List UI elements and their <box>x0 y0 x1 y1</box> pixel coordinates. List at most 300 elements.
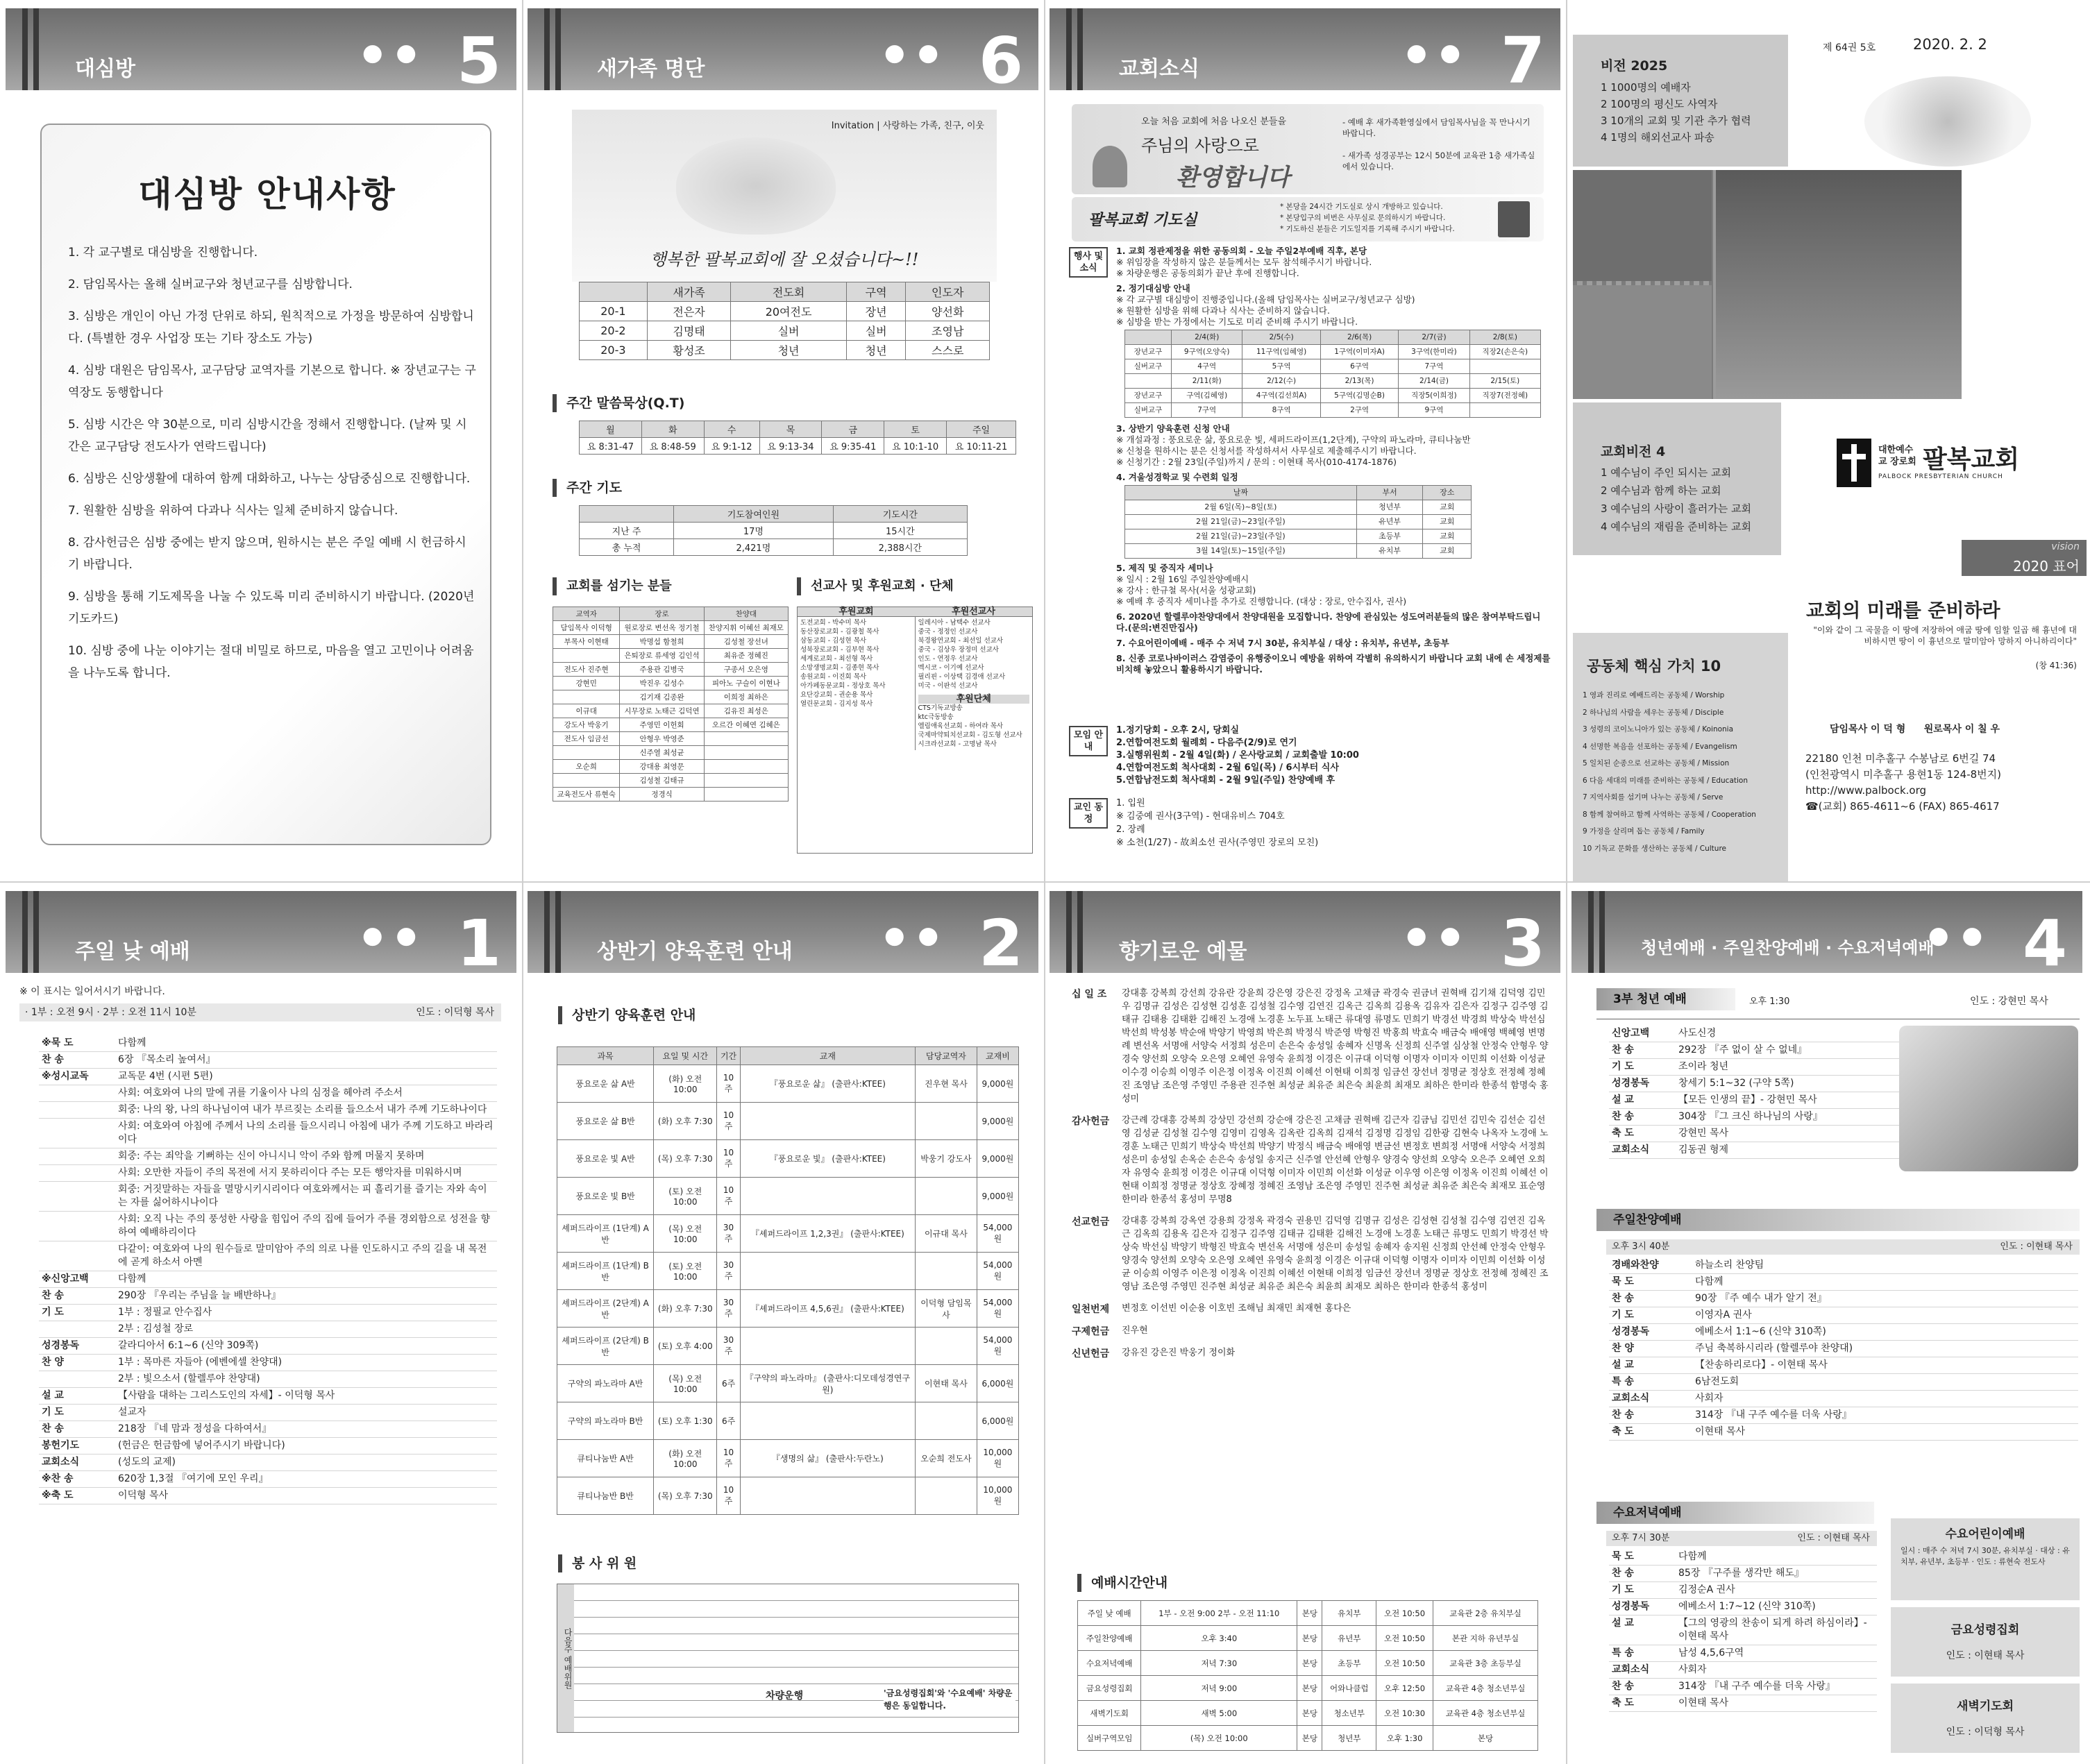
notice-item: 5. 심방 시간은 약 30분으로, 미리 심방시간을 정해서 진행합니다. (날짜 및 시간은 교구담당 전도사가 연락드립니다) <box>68 418 467 454</box>
table-header <box>1125 330 1541 345</box>
order-value: 314장 『내 구주 예수를 더욱 사랑』 <box>1692 1407 2078 1424</box>
page-number: 5 <box>456 24 501 98</box>
order-of-worship <box>39 1035 497 1504</box>
table-cell: 54,000원 <box>977 1215 1018 1253</box>
table-cell: 본당 <box>1433 1726 1538 1751</box>
qt-title: 주간 말씀묵상(Q.T) <box>553 394 684 412</box>
order-value: 김정순A 권사 <box>1676 1582 1877 1599</box>
order-value: 314장 『내 구주 예수를 더욱 사랑』 <box>1676 1679 1877 1695</box>
order-label: 봉헌기도 <box>39 1438 115 1455</box>
header-dots: ● ● <box>362 39 419 67</box>
order-value: 85장 『구주를 생각만 해도』 <box>1676 1566 1877 1582</box>
panel-cover <box>1566 0 2090 881</box>
news-line: ※ 위임장을 작성하지 않은 분들께서는 모두 참석해주시기 바랍니다. <box>1116 257 1372 267</box>
notice-list <box>68 241 478 694</box>
table-cell: 10,000원 <box>977 1440 1018 1477</box>
table-cell: 주일찬양예배 <box>1078 1626 1141 1651</box>
table-row <box>553 760 789 774</box>
table-cell <box>553 690 620 704</box>
news-line: ※ 일시 : 2월 16일 주일찬양예배시 <box>1116 574 1249 584</box>
news-title: 5. 제직 및 중직자 세미나 <box>1116 563 1213 573</box>
table-row <box>1125 359 1541 374</box>
notice-item: 2. 담임목사는 올해 실버교구와 청년교구를 심방합니다. <box>68 278 353 291</box>
church-vision-box <box>1573 402 1781 555</box>
table-cell: 박웅기 강도사 <box>915 1140 977 1178</box>
table-cell: 본관 지하 유년부실 <box>1433 1626 1538 1651</box>
news-line: ※ 차량운행은 공동의회가 끝난 후에 진행합니다. <box>1116 268 1299 278</box>
table-cell: 셰퍼드라이프 (1단계) B반 <box>557 1253 654 1290</box>
order-value: 292장 『주 없이 살 수 없네』 <box>1676 1042 1901 1059</box>
core-value-item: 10 기독교 문화를 생산하는 공동체 / Culture <box>1583 844 1727 853</box>
order-row <box>1609 1291 2078 1307</box>
table-cell: 구종서 오은영 <box>704 663 788 677</box>
table-cell: 직장5(이희정) <box>1399 389 1469 403</box>
praise-service-bar <box>1606 1239 2080 1255</box>
table-cell: 강대용 최영문 <box>620 760 704 774</box>
news-title: 3. 상반기 양육훈련 신청 안내 <box>1116 423 1230 434</box>
table-cell: (목) 오전 10:00 <box>654 1215 717 1253</box>
table-cell: 2/12(수) <box>1242 374 1320 389</box>
order-label <box>39 1212 115 1241</box>
friday-leader: 인도 : 이현태 목사 <box>1946 1650 2025 1661</box>
table-cell: 2/11(화) <box>1172 374 1242 389</box>
order-row <box>1609 1374 2078 1391</box>
header-bars <box>1066 8 1083 90</box>
table-cell: 주용관 김병국 <box>620 663 704 677</box>
header-dots: ● ● <box>1928 922 1985 949</box>
order-value: 회중: 거짓말하는 자들을 멸망시키시리이다 여호와께서는 피 흘리기를 즐기는 자와 속이는 자를 싫어하시나이다 <box>115 1182 497 1212</box>
table-row <box>557 1328 1019 1365</box>
order-row <box>1609 1257 2078 1274</box>
table-cell <box>704 788 788 802</box>
table-cell: 교회 <box>1423 500 1472 515</box>
table-row <box>553 788 789 802</box>
order-row <box>39 1165 497 1182</box>
offering-list <box>1072 987 1551 1546</box>
table-cell: 2구역 <box>1320 403 1398 418</box>
table-header-cell: 날짜 <box>1125 486 1357 500</box>
youth-order <box>1609 1026 1901 1159</box>
order-label: 찬 송 <box>1609 1042 1676 1059</box>
table-cell: 10주 <box>717 1065 740 1103</box>
panel-visitation <box>0 0 522 881</box>
order-value: (헌금은 헌금함에 넣어주시기 바랍니다) <box>115 1438 497 1455</box>
order-value: 이덕형 목사 <box>115 1488 497 1504</box>
prayer-title: 주간 기도 <box>553 479 622 497</box>
order-row <box>39 1438 497 1455</box>
camp-table <box>1124 485 1472 559</box>
table-cell <box>1469 359 1540 374</box>
order-row <box>1609 1126 1901 1142</box>
invitation-text: Invitation | 사랑하는 가족, 친구, 이웃 <box>831 121 984 131</box>
table-cell: 『구약의 파노라마』 (출판사:디모데성경연구원) <box>740 1365 915 1402</box>
order-row <box>1609 1391 2078 1407</box>
page-number: 6 <box>978 24 1023 98</box>
order-label: 찬 송 <box>1609 1679 1676 1695</box>
table-cell: 『생명의 삶』 (출판사:두란노) <box>740 1440 915 1477</box>
notice-item: 10. 심방 중에 나눈 이야기는 절대 비밀로 하므로, 마음을 열고 고민이나 어려움을 나누도록 합니다. <box>68 644 474 680</box>
mission-org: CTS기독교방송 <box>918 704 963 712</box>
table-row <box>557 1365 1019 1402</box>
table-cell: 『셰퍼드라이프 4,5,6권』 (출판사:KTEE) <box>740 1290 915 1328</box>
offering-names: 진우현 <box>1122 1325 1148 1336</box>
table-cell <box>704 732 788 746</box>
core-values-title: 공동체 핵심 가치 10 <box>1587 658 1721 675</box>
order-row <box>1609 1566 1877 1582</box>
praise-service-title: 주일찬양예배 <box>1596 1209 2080 1231</box>
order-label: 찬 양 <box>1609 1341 1692 1357</box>
table-cell: 30주 <box>717 1290 740 1328</box>
mission-church: 동산장로교회 - 김광철 목사 <box>800 628 879 636</box>
table-cell: 『셰퍼드라이프 1,2,3권』 (출판사:KTEE) <box>740 1215 915 1253</box>
vision-item: 1 1000명의 예배자 <box>1601 81 1691 94</box>
order-value: 다함께 <box>1676 1549 1877 1566</box>
photo <box>1573 170 1712 281</box>
order-value: 설교자 <box>115 1405 497 1421</box>
kids-service-text: 일시 : 매주 수 저녁 7시 30분, 유치부실 · 대상 : 유치부, 유년부, 초등부 · 인도 : 류현숙 전도사 <box>1901 1546 2070 1566</box>
section-title: 대심방 <box>75 57 135 81</box>
order-label: 기 도 <box>39 1305 115 1321</box>
issue-date: 2020. 2. 2 <box>1913 36 1987 53</box>
table-cell <box>1469 403 1540 418</box>
table-cell <box>740 1402 915 1440</box>
table-cell: 전도사 임금선 <box>553 732 620 746</box>
order-row <box>1609 1695 1877 1712</box>
order-value: 90장 『주 예수 내가 알기 전』 <box>1692 1291 2078 1307</box>
section-header <box>1050 891 1560 981</box>
qt-table: 월 화 수 목 금 토 주일 요 8:31-47 요 8:48-59 요 9:1-12 요 9:13-34 요 9:35-41 요 10:1-10 요 10:11-21 <box>579 421 1016 455</box>
table-cell <box>553 746 620 760</box>
header-dots: ● ● <box>1406 922 1463 949</box>
welcome-lead: 오늘 처음 교회에 처음 나오신 분들을 <box>1141 117 1287 127</box>
order-row <box>39 1421 497 1438</box>
missionary: 필리핀 - 이상택 김경애 선교사 <box>918 673 1006 681</box>
news-title: 4. 겨울성경학교 및 수련회 일정 <box>1116 472 1238 482</box>
vision-box <box>1573 35 1788 167</box>
mission-church: 아가페동문교회 - 정상호 목사 <box>800 682 886 690</box>
table-cell: 박진우 김성수 <box>620 677 704 690</box>
table-row <box>553 663 789 677</box>
dawn-leader: 인도 : 이덕형 목사 <box>1946 1727 2025 1738</box>
offering-type: 일천번제 <box>1072 1304 1110 1315</box>
order-value: 회중: 주는 죄악을 기뻐하는 신이 아니시니 악이 주와 함께 머물지 못하며 <box>115 1148 497 1165</box>
table-row <box>1078 1601 1538 1626</box>
order-value: 남성 4,5,6구역 <box>1676 1645 1877 1662</box>
table-header-cell: 부서 <box>1356 486 1423 500</box>
section-title: 상반기 양육훈련 안내 <box>597 940 793 964</box>
order-label: ※찬 송 <box>39 1471 115 1488</box>
table-cell: 3구역(한미라) <box>1399 345 1469 359</box>
table-cell: 청소년부 <box>1322 1701 1376 1726</box>
wednesday-service-bar <box>1606 1531 1877 1546</box>
table-cell: 교회 <box>1423 529 1472 544</box>
table-cell <box>704 774 788 788</box>
order-row <box>39 1338 497 1355</box>
mission-church: 도전교회 - 박수미 목사 <box>800 619 867 627</box>
table-cell: 주일 낮 예배 <box>1078 1601 1141 1626</box>
order-value: 【그의 영광의 찬송이 되게 하려 하심이라】- 이현태 목사 <box>1676 1615 1877 1645</box>
order-row <box>39 1069 497 1085</box>
table-cell: 54,000원 <box>977 1253 1018 1290</box>
notice-item: 8. 감사헌금은 심방 중에는 받지 않으며, 원하시는 분은 주일 예배 시 헌금하시기 바랍니다. <box>68 536 466 572</box>
table-cell: 시무장로 노태근 김덕연 <box>620 704 704 718</box>
phone: ☎(교회) 865-4611~6 (FAX) 865-4617 <box>1805 800 2000 813</box>
table-cell: 김성철 김태규 <box>620 774 704 788</box>
table-cell: 본당 <box>1297 1651 1322 1676</box>
panel-offerings <box>1044 883 1566 1764</box>
table-cell: 2월 6일(목)~8일(토) <box>1125 500 1357 515</box>
prayer-note: * 기도하신 분들은 기도일지를 기록해 주시기 바랍니다. <box>1280 225 1455 233</box>
table-cell: 9,000원 <box>977 1103 1018 1140</box>
header-bars <box>22 891 39 973</box>
mission-church: 열린문교회 - 김지성 목사 <box>800 700 873 708</box>
table-cell: 5구역 <box>1242 359 1320 374</box>
table-cell: 초등부 <box>1322 1651 1376 1676</box>
mission-org: 시크라선교회 - 고명남 목사 <box>918 740 997 748</box>
page-number: 3 <box>1500 906 1545 981</box>
core-value-item: 1 영과 진리로 예배드리는 공동체 / Worship <box>1583 691 1725 699</box>
table-row <box>1078 1651 1538 1676</box>
church-vision-list <box>1601 464 1751 536</box>
order-label: 찬 송 <box>1609 1407 1692 1424</box>
table-cell: 10주 <box>717 1103 740 1140</box>
core-value-item: 5 일치된 순종으로 선교하는 공동체 / Mission <box>1583 759 1730 767</box>
table-cell: 금요성령집회 <box>1078 1676 1141 1701</box>
table-cell: 본당 <box>1297 1601 1322 1626</box>
table-cell: 큐티나눔반 B반 <box>557 1477 654 1515</box>
table-cell: 실버교구 <box>1125 403 1172 418</box>
service-times-title: 예배시간안내 <box>1077 1574 1168 1592</box>
table-cell: 풍요로운 삶 B반 <box>557 1103 654 1140</box>
header-dots: ● ● <box>1406 39 1463 67</box>
table-cell: 9구역(오양숙) <box>1172 345 1242 359</box>
table-cell: 최유준 정혜진 <box>704 649 788 663</box>
order-row <box>39 1035 497 1052</box>
youth-service-leader: 인도 : 강현민 목사 <box>1970 996 2048 1007</box>
order-row <box>1609 1092 1901 1109</box>
table-header-cell: 기간 <box>717 1047 740 1065</box>
core-value-item: 4 선명한 복음을 선포하는 공동체 / Evangelism <box>1583 742 1737 751</box>
table-row: 20-1 전은자 20여전도 장년 양선화 <box>580 302 990 321</box>
table-header <box>1125 486 1472 500</box>
flower-icon <box>1864 76 2031 167</box>
news-title: 1. 교회 정관제정을 위한 공동의회 - 오늘 주일2부예배 직후, 본당 <box>1116 246 1367 256</box>
order-row <box>1609 1109 1901 1126</box>
table-cell: 1부 - 오전 9:00 2부 - 오전 11:10 <box>1141 1601 1297 1626</box>
table-cell: 청년부 <box>1322 1726 1376 1751</box>
table-row <box>553 649 789 663</box>
missionary: 북경왕연교회 - 최선일 선교사 <box>918 637 1004 645</box>
order-value: 에베소서 1:1~6 (신약 310쪽) <box>1692 1324 2078 1341</box>
header-dots: ● ● <box>884 922 941 949</box>
church-vision-item: 2 예수님과 함께 하는 교회 <box>1601 484 1721 497</box>
table-cell: (화) 오후 7:30 <box>654 1103 717 1140</box>
panel-other-services <box>1566 883 2090 1764</box>
table-cell: 본당 <box>1297 1676 1322 1701</box>
table-cell: 피아노 구슬이 이현나 <box>704 677 788 690</box>
news-line: ※ 개설과정 : 풍요로운 삶, 풍요로운 빛, 세퍼드라이프(1,2단계), 구약의 파노라마, 큐티나눔반 <box>1116 434 1471 445</box>
order-row <box>1609 1059 1901 1076</box>
table-cell: (토) 오후 1:30 <box>654 1402 717 1440</box>
order-label: 기 도 <box>39 1405 115 1421</box>
table-cell: 이희정 최하은 <box>704 690 788 704</box>
table-cell: 새벽기도회 <box>1078 1701 1141 1726</box>
table-cell: 실버교구 <box>1125 359 1172 374</box>
member-news-item: ※ 소천(1/27) - 故최소선 권사(주영민 장로의 모친) <box>1116 838 1319 848</box>
mission-missionaries <box>918 618 1030 690</box>
table-row <box>1078 1726 1538 1751</box>
table-cell: 이규대 <box>553 704 620 718</box>
news-title: 6. 2020년 할렐루야찬양대에서 찬양대원을 모집합니다. 찬양에 관심있는 성도여러분들의 많은 참여부탁드립니다.(문의:변진만집사) <box>1116 611 1541 633</box>
order-label: 설 교 <box>1609 1615 1676 1645</box>
order-value: 조이라 청년 <box>1676 1059 1901 1076</box>
news-title: 8. 신종 코로나바이러스 감염증이 유행중이오니 예방을 위하여 각별히 유의하시기 바랍니다 교회 내에 손 세정제를 비치해 놓았으니 활용하시기 바랍니다. <box>1116 653 1551 675</box>
table-cell: 이현태 목사 <box>915 1365 977 1402</box>
order-value: 교독문 4번 (시편 5편) <box>115 1069 497 1085</box>
order-row <box>1609 1549 1877 1566</box>
core-value-item: 6 다음 세대의 미래를 준비하는 공동체 / Education <box>1583 776 1748 785</box>
table-cell: 9구역 <box>1399 403 1469 418</box>
table-cell: 구약의 파노라마 B반 <box>557 1402 654 1440</box>
table-cell: 교육관 4층 청소년부실 <box>1433 1701 1538 1726</box>
church-vision-title: 교회비전 4 <box>1601 444 1666 459</box>
table-cell <box>704 760 788 774</box>
order-label: 묵 도 <box>1609 1549 1676 1566</box>
church-vision-item: 1 예수님이 주인 되시는 교회 <box>1601 466 1732 479</box>
order-row <box>39 1488 497 1504</box>
order-row <box>39 1371 497 1388</box>
core-values-list <box>1583 687 1756 857</box>
prayer-note: * 본당을 24시간 기도실로 상시 개방하고 있습니다. <box>1280 203 1443 211</box>
table-cell: 10주 <box>717 1140 740 1178</box>
table-row <box>1078 1701 1538 1726</box>
table-cell: 4구역(김선희A) <box>1242 389 1320 403</box>
motto-verse: "이와 같이 그 곡물을 이 땅에 저장하여 애굽 땅에 임할 일곱 해 흉년에 대비하시면 땅이 이 흉년으로 말미암아 망하지 아니하리이다" <box>1813 625 2077 646</box>
table-cell <box>1125 374 1172 389</box>
order-value: 김동권 형제 <box>1676 1142 1901 1159</box>
order-value: 6장 『목소리 높여서』 <box>115 1052 497 1069</box>
website-link[interactable]: http://www.palbock.org <box>1805 784 1927 797</box>
order-label: 교회소식 <box>1609 1662 1676 1679</box>
header-bars <box>544 8 561 90</box>
table-cell: 오순희 전도사 <box>915 1440 977 1477</box>
table-cell <box>740 1328 915 1365</box>
order-label <box>39 1102 115 1119</box>
serve-title: 교회를 섬기는 분들 <box>553 577 672 595</box>
table-cell: 5구역(김명순B) <box>1320 389 1398 403</box>
table-cell <box>740 1103 915 1140</box>
order-row <box>39 1321 497 1338</box>
core-value-item: 7 지역사회를 섬기며 나누는 공동체 / Serve <box>1583 793 1724 802</box>
order-value: 이영자A 권사 <box>1692 1307 2078 1324</box>
order-value: 다함께 <box>115 1271 497 1288</box>
order-row <box>39 1212 497 1241</box>
table-cell: 4구역 <box>1172 359 1242 374</box>
table-header-cell: 교재 <box>740 1047 915 1065</box>
order-label: 기 도 <box>1609 1307 1692 1324</box>
table-cell: (목) 오후 7:30 <box>654 1477 717 1515</box>
car-note: '금요성령집회'와 '수요예배' 차량운행은 동일합니다. <box>884 1687 1015 1712</box>
table-cell: 9,000원 <box>977 1178 1018 1215</box>
table-cell: 김기재 김종완 <box>620 690 704 704</box>
table-cell: 박명섭 함철희 <box>620 635 704 649</box>
car-label: 차량운행 <box>766 1690 804 1702</box>
header-bars <box>22 8 39 90</box>
table-cell: 안형우 박영준 <box>620 732 704 746</box>
order-value: 하늘소리 찬양팀 <box>1692 1257 2078 1274</box>
table-cell: 2월 21일(금)~23일(주일) <box>1125 529 1357 544</box>
table-cell: 8구역 <box>1242 403 1320 418</box>
table-cell: 교육관 4층 청소년부실 <box>1433 1676 1538 1701</box>
meeting-item: 4.연합여전도회 척사대회 - 2월 6일(목) / 6시부터 식사 <box>1116 763 1339 773</box>
mission-title: 선교사 및 후원교회 · 단체 <box>797 577 954 595</box>
table-row <box>1125 389 1541 403</box>
order-value: 사회: 여호와여 나의 말에 귀를 기울이사 나의 심정을 헤아려 주소서 <box>115 1085 497 1102</box>
core-value-item: 9 가정을 살리며 돕는 공동체 / Family <box>1583 827 1705 836</box>
order-row <box>39 1305 497 1321</box>
table-cell: 교육관 3층 초등부실 <box>1433 1651 1538 1676</box>
news-line: ※ 강사 : 한규철 목사(서울 성광교회) <box>1116 585 1256 595</box>
table-cell: 54,000원 <box>977 1290 1018 1328</box>
mission-head-missionary: 후원선교사 <box>952 607 995 617</box>
welcome-note: - 예배 후 새가족환영실에서 담임목사님을 꼭 만나시기 바랍니다. <box>1342 117 1531 138</box>
table-cell: 7구역 <box>1172 403 1242 418</box>
table-cell: 2/14(금) <box>1399 374 1469 389</box>
table-row <box>557 1215 1019 1253</box>
address: 22180 인천 미추홀구 수봉남로 6번길 74 <box>1805 752 1996 765</box>
notice-item: 3. 심방은 개인이 아닌 가정 단위로 하되, 원칙적으로 가정을 방문하여 심방합니다. (특별한 경우 사업장 또는 기타 장소도 가능) <box>68 309 474 346</box>
offering-group <box>1072 1346 1551 1360</box>
service-times-table <box>1077 1600 1538 1751</box>
table-cell: 오후 1:30 <box>1376 1726 1433 1751</box>
member-news-item: 2. 장례 <box>1116 824 1145 835</box>
order-row <box>1609 1357 2078 1374</box>
table-cell: 구역(김혜영) <box>1172 389 1242 403</box>
member-news-item: ※ 김중예 권사(3구역) - 현대유비스 704호 <box>1116 811 1285 822</box>
table-cell <box>553 774 620 788</box>
welcome-banner <box>1072 104 1544 194</box>
prayer-room-banner <box>1072 197 1544 241</box>
order-label: 묵 도 <box>1609 1274 1692 1291</box>
table-cell <box>704 746 788 760</box>
table-header <box>557 1047 1019 1065</box>
fold-line <box>0 881 2090 883</box>
table-cell: 『풍요로운 삶』 (출판사:KTEE) <box>740 1065 915 1103</box>
table-cell: 유년부 <box>1356 515 1423 529</box>
table-cell: 6,000원 <box>977 1365 1018 1402</box>
table-header-cell: 담당교역자 <box>915 1047 977 1065</box>
section-header <box>528 8 1038 98</box>
table-cell: 11구역(임혜영) <box>1242 345 1320 359</box>
table-cell: 30주 <box>717 1215 740 1253</box>
news-title: 7. 수요어린이예배 - 매주 수 저녁 7시 30분, 유치부실 / 대상 : 유치부, 유년부, 초등부 <box>1116 638 1449 648</box>
order-row <box>1609 1424 2078 1441</box>
table-cell: (화) 오전 10:00 <box>654 1065 717 1103</box>
motto: 교회의 미래를 준비하라 <box>1806 600 2000 622</box>
news-block <box>1116 246 1551 675</box>
table-cell: 직장7(전정혜) <box>1469 389 1540 403</box>
prayer-room-title: 팔복교회 기도실 <box>1088 212 1197 229</box>
order-label: 교회소식 <box>1609 1142 1676 1159</box>
order-value: 다함께 <box>115 1035 497 1052</box>
offering-type: 선교헌금 <box>1072 1216 1110 1228</box>
kids-service-title: 수요어린이예배 <box>1945 1527 2025 1541</box>
mission-org: 국제마약퇴치선교회 - 김도형 선교사 <box>918 731 1022 739</box>
order-label: 설 교 <box>1609 1092 1676 1109</box>
order-label: 찬 송 <box>39 1052 115 1069</box>
table-cell: 6,000원 <box>977 1402 1018 1440</box>
order-row <box>1609 1662 1877 1679</box>
